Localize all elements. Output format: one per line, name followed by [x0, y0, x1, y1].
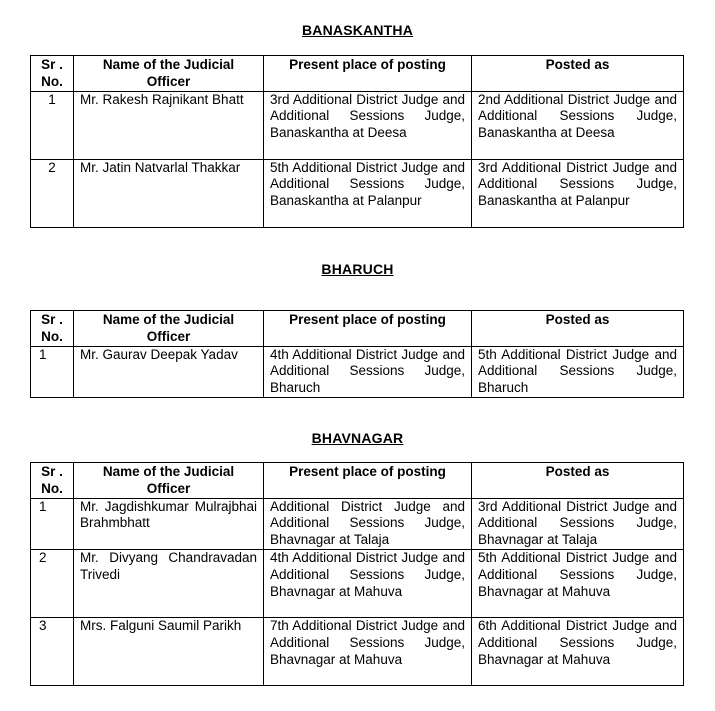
present-posting: 3rd Additional District Judge and Additional Sessions Judge, Banaskantha at Deesa [264, 91, 472, 159]
table-header-row [31, 311, 684, 347]
posted-as: 2nd Additional District Judge and Additional Sessions Judge, Banaskantha at Deesa [472, 91, 684, 159]
table-row [31, 159, 684, 227]
sr-no: 2 [31, 549, 74, 617]
present-posting: 5th Additional District Judge and Additional Sessions Judge, Banaskantha at Palanpur [264, 159, 472, 227]
header-posted-as: Posted as [472, 311, 684, 347]
sr-no: 2 [31, 159, 74, 227]
officer-name: Mr. Divyang Chandravadan Trivedi [74, 549, 264, 617]
sr-no: 1 [31, 498, 74, 549]
header-posted-as: Posted as [472, 463, 684, 499]
posting-table-bhavnagar [30, 462, 684, 686]
posting-table-banaskantha [30, 55, 684, 228]
sr-no: 1 [31, 346, 74, 397]
section-title-bharuch: BHARUCH [321, 261, 394, 277]
header-officer-name: Name of the Judicial Officer [74, 463, 264, 499]
present-posting: 4th Additional District Judge and Additional Sessions Judge, Bhavnagar at Mahuva [264, 549, 472, 617]
header-present-posting: Present place of posting [264, 56, 472, 92]
header-present-posting: Present place of posting [264, 463, 472, 499]
table-row [31, 549, 684, 617]
table-row [31, 91, 684, 159]
header-sr-no: Sr . No. [31, 56, 74, 92]
table-header-row [31, 56, 684, 92]
officer-name: Mr. Jatin Natvarlal Thakkar [74, 159, 264, 227]
sr-no: 1 [31, 91, 74, 159]
table-header-row [31, 463, 684, 499]
posting-table-bharuch [30, 310, 684, 398]
table-row [31, 346, 684, 397]
posted-as: 6th Additional District Judge and Additional Sessions Judge, Bhavnagar at Mahuva [472, 617, 684, 685]
sr-no: 3 [31, 617, 74, 685]
posted-as: 3rd Additional District Judge and Additional Sessions Judge, Bhavnagar at Talaja [472, 498, 684, 549]
officer-name: Mr. Gaurav Deepak Yadav [74, 346, 264, 397]
posted-as: 5th Additional District Judge and Additional Sessions Judge, Bhavnagar at Mahuva [472, 549, 684, 617]
header-officer-name: Name of the Judicial Officer [74, 56, 264, 92]
present-posting: 4th Additional District Judge and Additional Sessions Judge, Bharuch [264, 346, 472, 397]
section-title-bhavnagar: BHAVNAGAR [311, 430, 404, 446]
header-officer-name: Name of the Judicial Officer [74, 311, 264, 347]
header-sr-no: Sr . No. [31, 311, 74, 347]
header-posted-as: Posted as [472, 56, 684, 92]
table-row [31, 617, 684, 685]
present-posting: 7th Additional District Judge and Additional Sessions Judge, Bhavnagar at Mahuva [264, 617, 472, 685]
header-present-posting: Present place of posting [264, 311, 472, 347]
officer-name: Mr. Rakesh Rajnikant Bhatt [74, 91, 264, 159]
header-sr-no: Sr . No. [31, 463, 74, 499]
posted-as: 3rd Additional District Judge and Additional Sessions Judge, Banaskantha at Palanpur [472, 159, 684, 227]
posted-as: 5th Additional District Judge and Additional Sessions Judge, Bharuch [472, 346, 684, 397]
table-row [31, 498, 684, 549]
officer-name: Mr. Jagdishkumar Mulrajbhai Brahmbhatt [74, 498, 264, 549]
present-posting: Additional District Judge and Additional Sessions Judge, Bhavnagar at Talaja [264, 498, 472, 549]
officer-name: Mrs. Falguni Saumil Parikh [74, 617, 264, 685]
section-title-banaskantha: BANASKANTHA [301, 22, 414, 38]
